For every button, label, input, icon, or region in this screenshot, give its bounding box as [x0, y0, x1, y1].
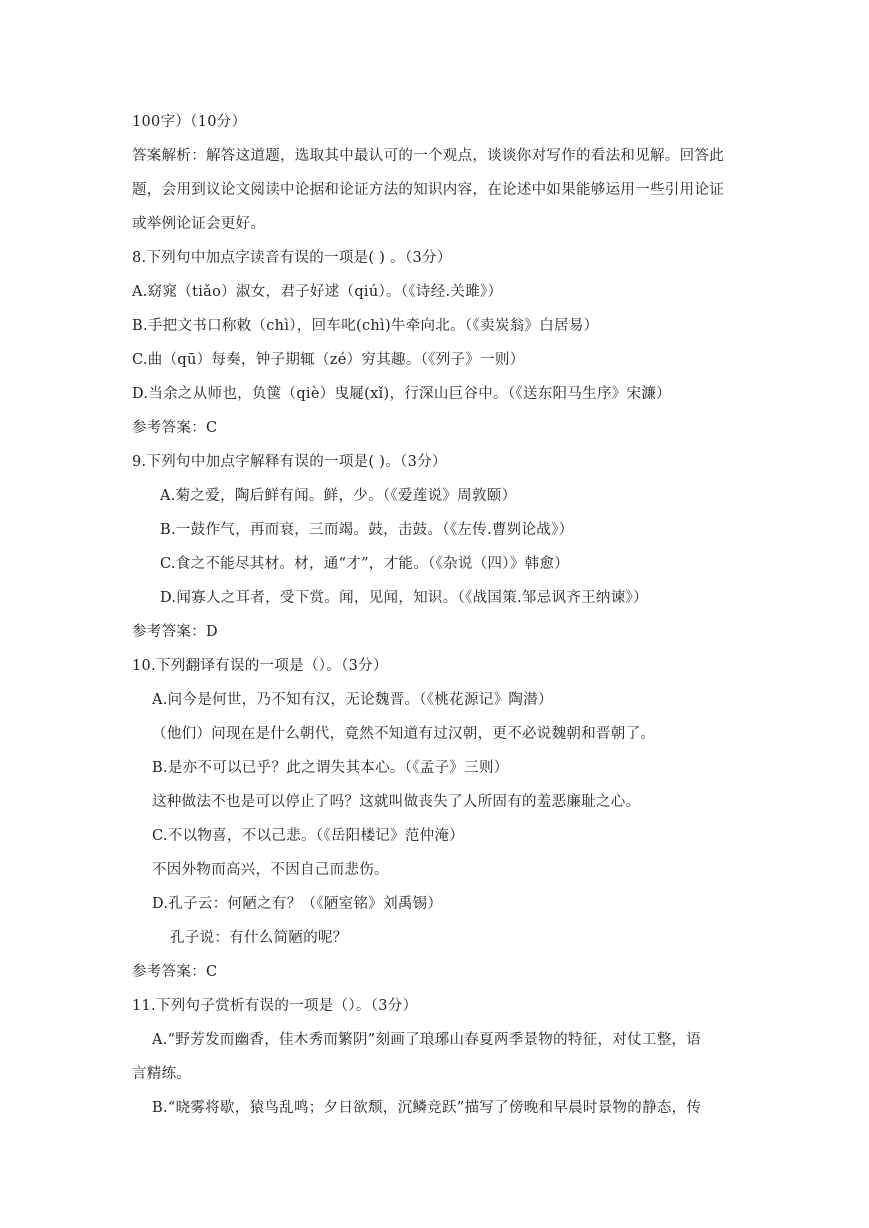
option-a-continued: 言精练。 [132, 1066, 192, 1082]
text-line: 题，会用到议论文阅读中论据和论证方法的知识内容，在论述中如果能够运用一些引用论证 [132, 182, 724, 198]
option-a: A.窈窕（tiǎo）淑女，君子好逑（qiú）。（《诗经.关雎》） [132, 284, 503, 300]
option-b: B.手把文书口称敕（chì），回车叱(chì)牛牵向北。（《卖炭翁》白居易） [132, 318, 599, 334]
answer-8: 参考答案：C [132, 420, 218, 436]
option-d: D.孔子云：何陋之有？（《陋室铭》刘禹锡） [152, 896, 443, 912]
option-c: C.曲（qū）每奏，钟子期辄（zé）穷其趣。（《列子》一则） [132, 352, 525, 368]
option-c: C.不以物喜，不以己悲。（《岳阳楼记》范仲淹） [152, 828, 465, 844]
option-c: C.食之不能尽其材。材，通“才”，才能。（《杂说（四）》韩愈） [160, 556, 570, 572]
question-10: 10.下列翻译有误的一项是（）。（3分） [132, 658, 388, 674]
text-line: 100字）（10分） [132, 114, 247, 130]
option-b: B.“晓雾将歇，猿鸟乱鸣；夕日欲颓，沉鳞竞跃”描写了傍晚和早晨时景物的静态，传 [152, 1100, 702, 1116]
text-line: 答案解析：解答这道题，选取其中最认可的一个观点，谈谈你对写作的看法和见解。回答此 [132, 148, 724, 164]
text-line: 或举例论证会更好。 [132, 216, 266, 232]
question-9: 9.下列句中加点字解释有误的一项是( )。（3分） [132, 454, 447, 470]
option-d: D.当余之从师也，负箧（qiè）曳屣(xǐ)，行深山巨谷中。（《送东阳马生序》宋濂） [132, 386, 671, 402]
translation-b: 这种做法不也是可以停止了吗？这就叫做丧失了人所固有的羞恶廉耻之心。 [152, 794, 641, 810]
translation-c: 不因外物而高兴，不因自己而悲伤。 [152, 862, 389, 878]
option-d: D.闻寡人之耳者，受下赏。闻，见闻，知识。（《战国策.邹忌讽齐王纳谏》） [160, 590, 648, 606]
answer-9: 参考答案：D [132, 624, 218, 640]
translation-a: （他们）问现在是什么朝代，竟然不知道有过汉朝，更不必说魏朝和晋朝了。 [152, 726, 656, 742]
answer-10: 参考答案：C [132, 964, 218, 980]
option-a: A.菊之爱，陶后鲜有闻。鲜，少。（《爱莲说》周敦颐） [160, 488, 517, 504]
option-a: A.问今是何世，乃不知有汉，无论魏晋。（《桃花源记》陶潜） [152, 692, 553, 708]
option-b: B.一鼓作气，再而衰，三而竭。鼓，击鼓。（《左传.曹刿论战》） [160, 522, 574, 538]
question-8: 8.下列句中加点字读音有误的一项是( ) 。（3分） [132, 250, 452, 266]
translation-d: 孔子说：有什么简陋的呢？ [170, 930, 348, 946]
option-a: A.“野芳发而幽香，佳木秀而繁阴”刻画了琅琊山春夏两季景物的特征，对仗工整，语 [152, 1032, 702, 1048]
question-11: 11.下列句子赏析有误的一项是（）。（3分） [132, 998, 418, 1014]
option-b: B.是亦不可以已乎？此之谓失其本心。（《孟子》三则） [152, 760, 509, 776]
